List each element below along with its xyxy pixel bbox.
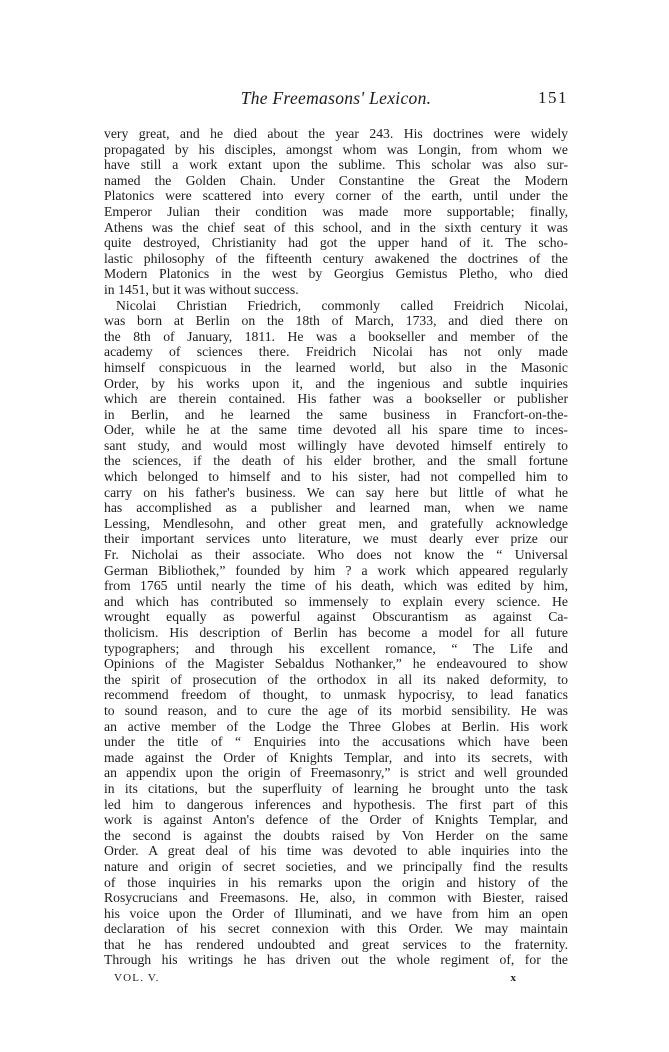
text-line: the 8th of January, 1811. He was a bookseller and member of the — [104, 328, 568, 344]
text-line: the second is against the doubts raised by Von Herder on the same — [104, 827, 568, 843]
text-line: was born at Berlin on the 18th of March, 1733, and died there on — [104, 313, 568, 329]
text-line: his voice upon the Order of Illuminati, and we have from him an open — [104, 905, 568, 921]
text-line: the spirit of prosecution of the orthodox in all its naked deformity, to — [104, 671, 568, 687]
text-line: to sound reason, and to cure the age of its morbid sensibility. He was — [104, 702, 568, 718]
text-line: from 1765 until nearly the time of his death, which was edited by him, — [104, 578, 568, 594]
text-line: tholicism. His description of Berlin has become a model for all future — [104, 625, 568, 640]
text-line: that he has rendered undoubted and great services to the fraternity. — [104, 936, 568, 952]
text-line: wrought equally as powerful against Obscurantism as against Ca- — [104, 609, 568, 625]
signature-mark: x — [510, 972, 516, 985]
text-line: the sciences, if the death of his elder brother, and the small fortune — [104, 453, 568, 469]
body-text — [104, 126, 568, 968]
text-line: an active member of the Lodge the Three Globes at Berlin. His work — [104, 718, 568, 734]
text-line: under the title of “ Enquiries into the accusations which have been — [104, 734, 568, 750]
text-line: typographers; and through his excellent romance, “ The Life and — [104, 640, 568, 656]
text-line: which belonged to himself and to his sister, had not compelled him to — [104, 469, 568, 485]
text-line: Nicolai Christian Friedrich, commonly called Freidrich Nicolai, — [116, 297, 568, 313]
text-line: Fr. Nicholai as their associate. Who does not know the “ Universal — [104, 547, 568, 563]
text-line: has accomplished as a publisher and learned man, when we name — [104, 500, 568, 516]
text-line: and which has contributed so immensely to explain every science. He — [104, 593, 568, 609]
text-line: lastic philosophy of the fifteenth century awakened the doctrines of the — [104, 250, 568, 266]
text-line: Order, by his works upon it, and the ingenious and subtle inquiries — [104, 375, 568, 391]
text-line: of those inquiries in his remarks upon the origin and history of the — [104, 874, 568, 890]
text-line: Through his writings he has driven out the whole regiment of, for the — [104, 952, 568, 968]
text-line: nature and origin of secret societies, and we principally find the results — [104, 858, 568, 874]
text-line: have still a work extant upon the sublime. This scholar was also sur- — [104, 157, 568, 173]
text-line: which are therein contained. His father was a bookseller or publisher — [104, 391, 568, 407]
text-line: Platonics were scattered into every corner of the earth, until under the — [104, 188, 568, 204]
text-line: academy of sciences there. Freidrich Nicolai has not only made — [104, 344, 568, 360]
text-line: led him to dangerous inferences and hypothesis. The first part of this — [104, 796, 568, 812]
text-line: work is against Anton's defence of the Order of Knights Templar, and — [104, 812, 568, 828]
text-line: in Berlin, and he learned the same business in Francfort-on-the- — [104, 406, 568, 422]
volume-mark: VOL. V. — [114, 972, 160, 985]
text-line: in its citations, but the superfluity of learning he brought unto the task — [104, 780, 568, 796]
page-header — [104, 88, 568, 114]
text-line: sant study, and would most willingly have devoted himself entirely to — [104, 437, 568, 453]
text-line: German Bibliothek,” founded by him ? a work which appeared regularly — [104, 562, 568, 578]
text-line: an appendix upon the origin of Freemasonry,” is strict and well grounded — [104, 765, 568, 781]
text-line: Order. A great deal of his time was devoted to able inquiries into the — [104, 843, 568, 859]
text-line: himself conspicuous in the learned world, but also in the Masonic — [104, 359, 568, 375]
text-line: carry on his father's business. We can say here but little of what he — [104, 484, 568, 500]
text-line: Rosycrucians and Freemasons. He, also, in common with Biester, raised — [104, 890, 568, 906]
running-title: The Freemasons' Lexicon. — [240, 88, 432, 108]
text-line: quite destroyed, Christianity had got the upper hand of it. The scho- — [104, 235, 568, 251]
text-line: Lessing, Mendlesohn, and other great men, and gratefully acknowledge — [104, 515, 568, 531]
book-page — [104, 88, 568, 985]
page-footer — [104, 972, 568, 988]
text-line: in 1451, but it was without success. — [104, 281, 299, 297]
text-line: Modern Platonics in the west by Georgius Gemistus Pletho, who died — [104, 266, 568, 282]
text-line: made against the Order of Knights Templar, and into its secrets, with — [104, 749, 568, 765]
text-line: Opinions of the Magister Sebaldus Nothanker,” he endeavoured to show — [104, 656, 568, 672]
text-line: recommend freedom of thought, to unmask hypocrisy, to lead fanatics — [104, 687, 568, 703]
text-line: Oder, while he at the same time devoted all his spare time to inces- — [104, 422, 568, 438]
text-line: declaration of his secret connexion with this Order. We may maintain — [104, 921, 568, 937]
text-line: Emperor Julian their condition was made more supportable; finally, — [104, 203, 568, 219]
page-number: 151 — [538, 88, 568, 107]
text-line: very great, and he died about the year 243. His doctrines were widely — [104, 126, 568, 141]
text-line: Athens was the chief seat of this school, and in the sixth century it was — [104, 219, 568, 235]
text-line: their important services unto literature, we must dearly ever prize our — [104, 531, 568, 547]
text-line: propagated by his disciples, amongst whom was Longin, from whom we — [104, 141, 568, 157]
text-line: named the Golden Chain. Under Constantine the Great the Modern — [104, 172, 568, 188]
